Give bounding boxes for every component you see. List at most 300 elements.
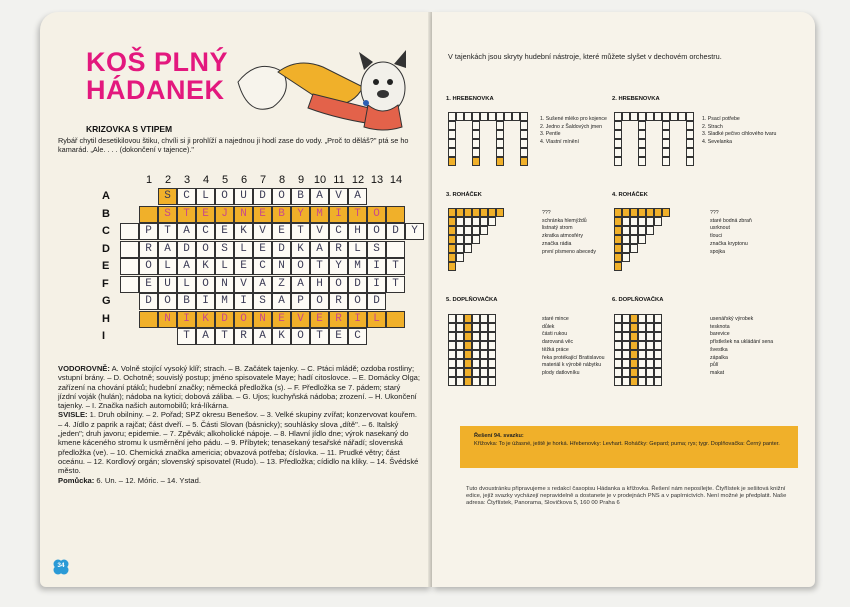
crossword-cell[interactable]: S [253, 293, 272, 310]
crossword-cell[interactable]: R [139, 241, 158, 258]
puzzle-cell[interactable] [654, 368, 662, 377]
puzzle-cell[interactable] [464, 341, 472, 350]
puzzle-cell[interactable] [614, 377, 622, 386]
crossword-cell[interactable]: O [367, 223, 386, 240]
crossword-cell[interactable]: V [291, 311, 310, 328]
crossword-cell[interactable]: A [310, 241, 329, 258]
puzzle-cell[interactable] [662, 139, 670, 148]
crossword-cell[interactable]: A [177, 223, 196, 240]
puzzle-cell[interactable] [646, 323, 654, 332]
puzzle-cell[interactable] [512, 112, 520, 121]
puzzle-cell[interactable] [638, 341, 646, 350]
crossword-cell[interactable]: Y [291, 206, 310, 223]
puzzle-cell[interactable] [614, 235, 622, 244]
puzzle-cell[interactable] [472, 368, 480, 377]
crossword-cell[interactable]: T [310, 328, 329, 345]
puzzle-cell[interactable] [654, 332, 662, 341]
crossword-cell[interactable]: D [215, 311, 234, 328]
puzzle-cell[interactable] [614, 208, 622, 217]
puzzle-cell[interactable] [496, 130, 504, 139]
puzzle-cell[interactable] [456, 244, 464, 253]
puzzle-cell[interactable] [638, 314, 646, 323]
crossword-cell[interactable]: K [291, 241, 310, 258]
puzzle-cell[interactable] [464, 350, 472, 359]
crossword-cell[interactable] [139, 311, 158, 328]
puzzle-cell[interactable] [488, 314, 496, 323]
crossword-cell[interactable]: S [158, 188, 177, 205]
puzzle-cell[interactable] [520, 130, 528, 139]
crossword-cell[interactable]: N [234, 206, 253, 223]
puzzle-cell[interactable] [456, 377, 464, 386]
puzzle-cell[interactable] [638, 139, 646, 148]
puzzle-cell[interactable] [638, 121, 646, 130]
crossword-cell[interactable]: L [367, 311, 386, 328]
puzzle-cell[interactable] [654, 359, 662, 368]
puzzle-cell[interactable] [630, 368, 638, 377]
crossword-cell[interactable]: T [386, 276, 405, 293]
puzzle-cell[interactable] [622, 359, 630, 368]
puzzle-cell[interactable] [622, 350, 630, 359]
puzzle-cell[interactable] [614, 244, 622, 253]
crossword-cell[interactable]: S [215, 241, 234, 258]
puzzle-cell[interactable] [448, 235, 456, 244]
puzzle-cell[interactable] [662, 148, 670, 157]
crossword-cell[interactable]: S [367, 241, 386, 258]
crossword-cell[interactable]: M [215, 293, 234, 310]
crossword-cell[interactable]: E [139, 276, 158, 293]
puzzle-cell[interactable] [464, 368, 472, 377]
puzzle-cell[interactable] [488, 359, 496, 368]
crossword-cell[interactable]: U [158, 276, 177, 293]
crossword-cell[interactable] [120, 223, 139, 240]
puzzle-cell[interactable] [456, 208, 464, 217]
crossword-cell[interactable]: E [215, 223, 234, 240]
puzzle-cell[interactable] [448, 217, 456, 226]
puzzle-cell[interactable] [456, 332, 464, 341]
crossword-cell[interactable]: C [348, 328, 367, 345]
crossword-cell[interactable]: P [139, 223, 158, 240]
puzzle-cell[interactable] [488, 112, 496, 121]
puzzle-cell[interactable] [614, 314, 622, 323]
puzzle-cell[interactable] [472, 350, 480, 359]
puzzle-cell[interactable] [472, 323, 480, 332]
puzzle-cell[interactable] [638, 368, 646, 377]
crossword-cell[interactable]: T [177, 206, 196, 223]
puzzle-cell[interactable] [448, 253, 456, 262]
crossword-cell[interactable]: L [158, 258, 177, 275]
puzzle-cell[interactable] [686, 139, 694, 148]
puzzle-cell[interactable] [614, 157, 622, 166]
puzzle-cell[interactable] [456, 350, 464, 359]
puzzle-cell[interactable] [520, 148, 528, 157]
puzzle-cell[interactable] [638, 130, 646, 139]
crossword-cell[interactable]: K [196, 311, 215, 328]
puzzle-cell[interactable] [448, 226, 456, 235]
puzzle-cell[interactable] [622, 217, 630, 226]
puzzle-cell[interactable] [472, 139, 480, 148]
puzzle-cell[interactable] [488, 208, 496, 217]
puzzle-cell[interactable] [448, 157, 456, 166]
puzzle-cell[interactable] [622, 368, 630, 377]
puzzle-cell[interactable] [614, 253, 622, 262]
puzzle-cell[interactable] [630, 332, 638, 341]
puzzle-cell[interactable] [464, 217, 472, 226]
puzzle-cell[interactable] [646, 226, 654, 235]
crossword-cell[interactable]: I [348, 311, 367, 328]
puzzle-cell[interactable] [472, 217, 480, 226]
puzzle-cell[interactable] [630, 323, 638, 332]
crossword-cell[interactable]: T [386, 258, 405, 275]
crossword-cell[interactable]: O [348, 293, 367, 310]
puzzle-cell[interactable] [448, 368, 456, 377]
crossword-cell[interactable]: O [196, 276, 215, 293]
puzzle-cell[interactable] [488, 323, 496, 332]
crossword-cell[interactable]: A [272, 293, 291, 310]
puzzle-cell[interactable] [622, 332, 630, 341]
puzzle-cell[interactable] [614, 368, 622, 377]
crossword-cell[interactable]: E [272, 223, 291, 240]
puzzle-cell[interactable] [480, 341, 488, 350]
puzzle-cell[interactable] [654, 217, 662, 226]
puzzle-cell[interactable] [456, 323, 464, 332]
crossword-cell[interactable]: V [234, 276, 253, 293]
crossword-cell[interactable]: R [234, 328, 253, 345]
crossword-cell[interactable] [120, 276, 139, 293]
crossword-cell[interactable]: N [253, 311, 272, 328]
puzzle-cell[interactable] [480, 323, 488, 332]
puzzle-cell[interactable] [520, 157, 528, 166]
puzzle-cell[interactable] [464, 112, 472, 121]
puzzle-cell[interactable] [480, 359, 488, 368]
crossword-cell[interactable]: R [329, 241, 348, 258]
crossword-cell[interactable]: Y [405, 223, 424, 240]
puzzle-cell[interactable] [456, 368, 464, 377]
puzzle-cell[interactable] [496, 208, 504, 217]
crossword-cell[interactable]: P [291, 293, 310, 310]
puzzle-cell[interactable] [646, 377, 654, 386]
puzzle-cell[interactable] [614, 112, 622, 121]
crossword-cell[interactable] [120, 258, 139, 275]
puzzle-cell[interactable] [654, 323, 662, 332]
puzzle-cell[interactable] [520, 121, 528, 130]
puzzle-cell[interactable] [504, 112, 512, 121]
crossword-cell[interactable]: O [158, 293, 177, 310]
puzzle-cell[interactable] [614, 121, 622, 130]
puzzle-cell[interactable] [662, 208, 670, 217]
puzzle-cell[interactable] [472, 332, 480, 341]
crossword-cell[interactable]: I [329, 206, 348, 223]
crossword-cell[interactable]: A [310, 188, 329, 205]
puzzle-cell[interactable] [638, 332, 646, 341]
puzzle-cell[interactable] [456, 226, 464, 235]
crossword-cell[interactable]: T [215, 328, 234, 345]
crossword-cell[interactable]: N [272, 258, 291, 275]
puzzle-cell[interactable] [646, 208, 654, 217]
puzzle-cell[interactable] [630, 226, 638, 235]
puzzle-cell[interactable] [646, 112, 654, 121]
puzzle-cell[interactable] [686, 148, 694, 157]
puzzle-cell[interactable] [670, 112, 678, 121]
puzzle-cell[interactable] [464, 208, 472, 217]
puzzle-cell[interactable] [614, 130, 622, 139]
crossword-cell[interactable]: B [272, 206, 291, 223]
puzzle-cell[interactable] [456, 217, 464, 226]
puzzle-cell[interactable] [472, 112, 480, 121]
puzzle-cell[interactable] [646, 359, 654, 368]
puzzle-cell[interactable] [448, 323, 456, 332]
crossword-cell[interactable]: M [310, 206, 329, 223]
crossword-cell[interactable]: O [215, 188, 234, 205]
crossword-cell[interactable]: H [310, 276, 329, 293]
puzzle-cell[interactable] [520, 139, 528, 148]
crossword-cell[interactable]: V [329, 188, 348, 205]
puzzle-cell[interactable] [630, 235, 638, 244]
crossword-cell[interactable]: N [215, 276, 234, 293]
puzzle-cell[interactable] [686, 112, 694, 121]
puzzle-cell[interactable] [488, 332, 496, 341]
crossword-cell[interactable] [139, 206, 158, 223]
puzzle-cell[interactable] [646, 341, 654, 350]
crossword-cell[interactable]: T [158, 223, 177, 240]
puzzle-cell[interactable] [488, 368, 496, 377]
puzzle-cell[interactable] [614, 341, 622, 350]
puzzle-cell[interactable] [488, 341, 496, 350]
puzzle-cell[interactable] [630, 341, 638, 350]
puzzle-cell[interactable] [496, 112, 504, 121]
crossword-cell[interactable]: I [367, 276, 386, 293]
crossword-cell[interactable]: C [196, 223, 215, 240]
crossword-cell[interactable]: E [196, 206, 215, 223]
puzzle-cell[interactable] [448, 377, 456, 386]
puzzle-cell[interactable] [630, 208, 638, 217]
crossword-cell[interactable]: D [253, 188, 272, 205]
puzzle-cell[interactable] [448, 244, 456, 253]
puzzle-cell[interactable] [630, 314, 638, 323]
crossword-cell[interactable]: E [234, 258, 253, 275]
puzzle-cell[interactable] [480, 332, 488, 341]
puzzle-cell[interactable] [638, 377, 646, 386]
puzzle-cell[interactable] [448, 148, 456, 157]
crossword-cell[interactable]: O [196, 241, 215, 258]
crossword-cell[interactable]: A [348, 188, 367, 205]
puzzle-cell[interactable] [638, 217, 646, 226]
puzzle-cell[interactable] [448, 341, 456, 350]
puzzle-cell[interactable] [448, 350, 456, 359]
puzzle-cell[interactable] [488, 217, 496, 226]
crossword-cell[interactable]: R [329, 311, 348, 328]
crossword-cell[interactable]: L [196, 188, 215, 205]
puzzle-cell[interactable] [654, 208, 662, 217]
puzzle-cell[interactable] [480, 350, 488, 359]
crossword-cell[interactable]: O [291, 258, 310, 275]
puzzle-cell[interactable] [456, 235, 464, 244]
puzzle-cell[interactable] [662, 121, 670, 130]
puzzle-cell[interactable] [654, 350, 662, 359]
puzzle-cell[interactable] [496, 148, 504, 157]
puzzle-cell[interactable] [472, 157, 480, 166]
crossword-cell[interactable]: L [234, 241, 253, 258]
puzzle-cell[interactable] [448, 139, 456, 148]
puzzle-cell[interactable] [472, 208, 480, 217]
puzzle-cell[interactable] [480, 377, 488, 386]
puzzle-cell[interactable] [448, 332, 456, 341]
puzzle-cell[interactable] [654, 377, 662, 386]
crossword-cell[interactable]: E [329, 328, 348, 345]
puzzle-cell[interactable] [646, 217, 654, 226]
puzzle-cell[interactable] [622, 244, 630, 253]
puzzle-cell[interactable] [614, 323, 622, 332]
puzzle-cell[interactable] [496, 139, 504, 148]
puzzle-cell[interactable] [630, 112, 638, 121]
puzzle-cell[interactable] [646, 368, 654, 377]
crossword-cell[interactable]: S [158, 206, 177, 223]
puzzle-cell[interactable] [662, 112, 670, 121]
puzzle-cell[interactable] [472, 130, 480, 139]
puzzle-cell[interactable] [638, 350, 646, 359]
puzzle-cell[interactable] [622, 235, 630, 244]
puzzle-cell[interactable] [630, 377, 638, 386]
crossword-cell[interactable]: I [367, 258, 386, 275]
crossword-cell[interactable]: O [310, 293, 329, 310]
crossword-cell[interactable]: A [291, 276, 310, 293]
puzzle-cell[interactable] [480, 112, 488, 121]
puzzle-cell[interactable] [630, 350, 638, 359]
crossword-cell[interactable]: T [348, 206, 367, 223]
crossword-cell[interactable]: O [139, 258, 158, 275]
crossword-cell[interactable]: E [253, 206, 272, 223]
puzzle-cell[interactable] [464, 377, 472, 386]
puzzle-cell[interactable] [448, 359, 456, 368]
puzzle-cell[interactable] [622, 208, 630, 217]
puzzle-cell[interactable] [662, 157, 670, 166]
puzzle-cell[interactable] [496, 157, 504, 166]
puzzle-cell[interactable] [662, 130, 670, 139]
puzzle-cell[interactable] [464, 314, 472, 323]
puzzle-cell[interactable] [622, 323, 630, 332]
crossword-cell[interactable]: K [196, 258, 215, 275]
crossword-cell[interactable]: A [253, 276, 272, 293]
crossword-cell[interactable]: V [253, 223, 272, 240]
puzzle-cell[interactable] [456, 359, 464, 368]
puzzle-cell[interactable] [686, 157, 694, 166]
puzzle-cell[interactable] [496, 121, 504, 130]
puzzle-cell[interactable] [622, 314, 630, 323]
crossword-cell[interactable]: A [196, 328, 215, 345]
puzzle-cell[interactable] [448, 208, 456, 217]
crossword-cell[interactable]: L [215, 258, 234, 275]
puzzle-cell[interactable] [480, 217, 488, 226]
puzzle-cell[interactable] [614, 139, 622, 148]
crossword-cell[interactable]: B [177, 293, 196, 310]
puzzle-cell[interactable] [472, 314, 480, 323]
puzzle-cell[interactable] [464, 244, 472, 253]
puzzle-cell[interactable] [464, 332, 472, 341]
puzzle-cell[interactable] [614, 359, 622, 368]
puzzle-cell[interactable] [488, 377, 496, 386]
puzzle-cell[interactable] [520, 112, 528, 121]
crossword-cell[interactable]: O [329, 276, 348, 293]
crossword-cell[interactable]: I [196, 293, 215, 310]
puzzle-cell[interactable] [448, 262, 456, 271]
puzzle-cell[interactable] [686, 130, 694, 139]
puzzle-cell[interactable] [654, 314, 662, 323]
crossword-cell[interactable]: K [234, 223, 253, 240]
puzzle-cell[interactable] [472, 341, 480, 350]
crossword-cell[interactable]: U [234, 188, 253, 205]
puzzle-cell[interactable] [622, 341, 630, 350]
puzzle-cell[interactable] [630, 244, 638, 253]
puzzle-cell[interactable] [448, 130, 456, 139]
puzzle-cell[interactable] [480, 314, 488, 323]
puzzle-cell[interactable] [614, 262, 622, 271]
crossword-cell[interactable]: D [272, 241, 291, 258]
crossword-cell[interactable]: O [272, 188, 291, 205]
puzzle-cell[interactable] [480, 226, 488, 235]
crossword-cell[interactable]: L [177, 276, 196, 293]
puzzle-cell[interactable] [638, 226, 646, 235]
puzzle-cell[interactable] [448, 314, 456, 323]
crossword-cell[interactable]: E [272, 311, 291, 328]
crossword-cell[interactable]: D [367, 293, 386, 310]
puzzle-cell[interactable] [646, 350, 654, 359]
puzzle-cell[interactable] [654, 112, 662, 121]
puzzle-cell[interactable] [464, 323, 472, 332]
puzzle-cell[interactable] [472, 359, 480, 368]
puzzle-cell[interactable] [456, 314, 464, 323]
puzzle-cell[interactable] [622, 253, 630, 262]
puzzle-cell[interactable] [464, 235, 472, 244]
puzzle-cell[interactable] [622, 226, 630, 235]
crossword-cell[interactable]: D [139, 293, 158, 310]
crossword-cell[interactable]: O [291, 328, 310, 345]
crossword-cell[interactable]: H [348, 223, 367, 240]
puzzle-cell[interactable] [480, 368, 488, 377]
crossword-cell[interactable] [386, 311, 405, 328]
crossword-cell[interactable]: V [310, 223, 329, 240]
crossword-cell[interactable]: T [177, 328, 196, 345]
crossword-cell[interactable]: A [253, 328, 272, 345]
crossword-cell[interactable] [386, 241, 405, 258]
puzzle-cell[interactable] [472, 226, 480, 235]
puzzle-cell[interactable] [638, 208, 646, 217]
crossword-cell[interactable]: A [158, 241, 177, 258]
crossword-cell[interactable]: E [310, 311, 329, 328]
crossword-cell[interactable]: O [367, 206, 386, 223]
puzzle-cell[interactable] [456, 253, 464, 262]
puzzle-cell[interactable] [678, 112, 686, 121]
puzzle-cell[interactable] [686, 121, 694, 130]
puzzle-cell[interactable] [488, 350, 496, 359]
crossword-cell[interactable]: Z [272, 276, 291, 293]
crossword-cell[interactable]: T [291, 223, 310, 240]
puzzle-cell[interactable] [630, 217, 638, 226]
crossword-cell[interactable]: C [177, 188, 196, 205]
crossword-cell[interactable]: C [253, 258, 272, 275]
puzzle-cell[interactable] [646, 332, 654, 341]
puzzle-cell[interactable] [464, 359, 472, 368]
crossword-cell[interactable]: A [177, 258, 196, 275]
crossword-cell[interactable]: B [291, 188, 310, 205]
puzzle-cell[interactable] [654, 341, 662, 350]
crossword-cell[interactable]: R [329, 293, 348, 310]
crossword-cell[interactable]: K [272, 328, 291, 345]
crossword-cell[interactable]: Y [329, 258, 348, 275]
puzzle-cell[interactable] [614, 217, 622, 226]
crossword-cell[interactable]: N [158, 311, 177, 328]
puzzle-cell[interactable] [464, 226, 472, 235]
puzzle-cell[interactable] [646, 314, 654, 323]
puzzle-cell[interactable] [480, 208, 488, 217]
